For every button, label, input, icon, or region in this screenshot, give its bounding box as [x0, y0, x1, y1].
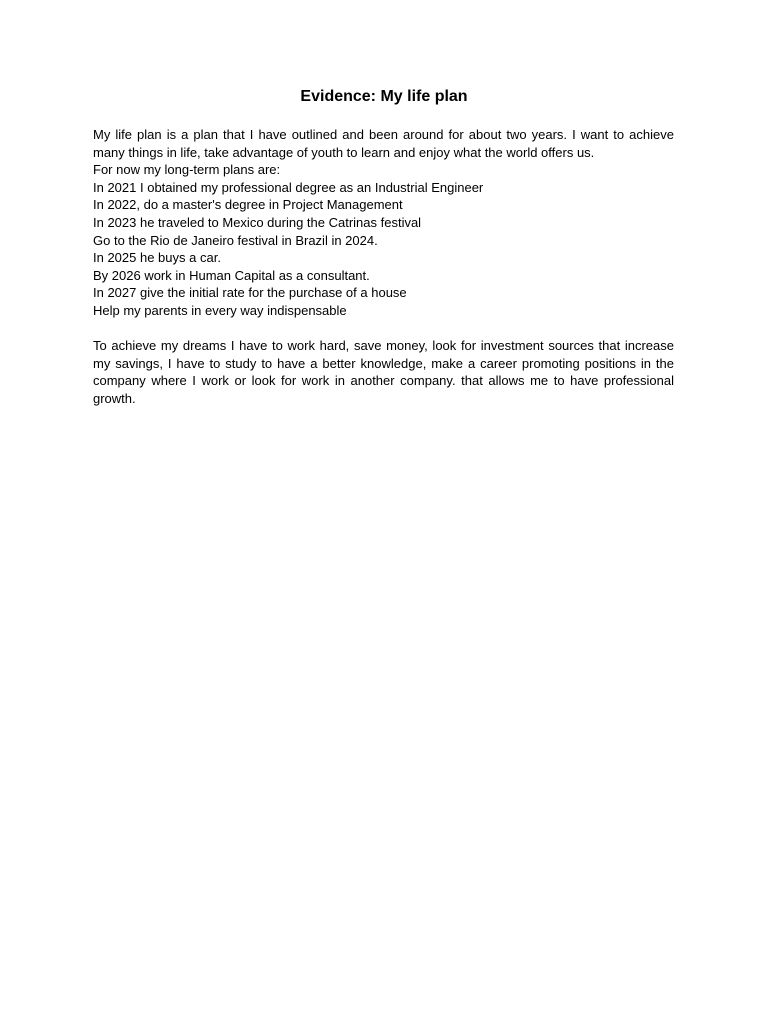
plan-item: By 2026 work in Human Capital as a consultant. — [93, 267, 370, 283]
plan-item: In 2025 he buys a car. — [93, 250, 221, 266]
document-title: Evidence: My life plan — [300, 88, 468, 105]
document-body — [93, 126, 674, 408]
plans-heading: For now my long-term plans are: — [93, 162, 281, 178]
paragraph-spacer — [93, 320, 674, 338]
plan-item: In 2021 I obtained my professional degree as an Industrial Engineer — [93, 179, 484, 195]
plan-item: In 2023 he traveled to Mexico during the Catrinas festival — [93, 214, 422, 230]
plan-item: Help my parents in every way indispensable — [93, 302, 347, 318]
conclusion-paragraph: To achieve my dreams I have to work hard, save money, look for investment sources that increase my savings, I have to study to have a better knowledge, make a career promoting positions in the company where I work or look for work in another company. that allows me to have professional growth. — [93, 338, 674, 406]
plan-item: In 2022, do a master's degree in Project Management — [93, 197, 403, 213]
intro-paragraph: My life plan is a plan that I have outlined and been around for about two years. I want to achieve many things in life, take advantage of youth to learn and enjoy what the world offers us. — [93, 127, 674, 160]
plan-item: Go to the Rio de Janeiro festival in Brazil in 2024. — [93, 232, 378, 248]
plan-item: In 2027 give the initial rate for the purchase of a house — [93, 285, 407, 301]
